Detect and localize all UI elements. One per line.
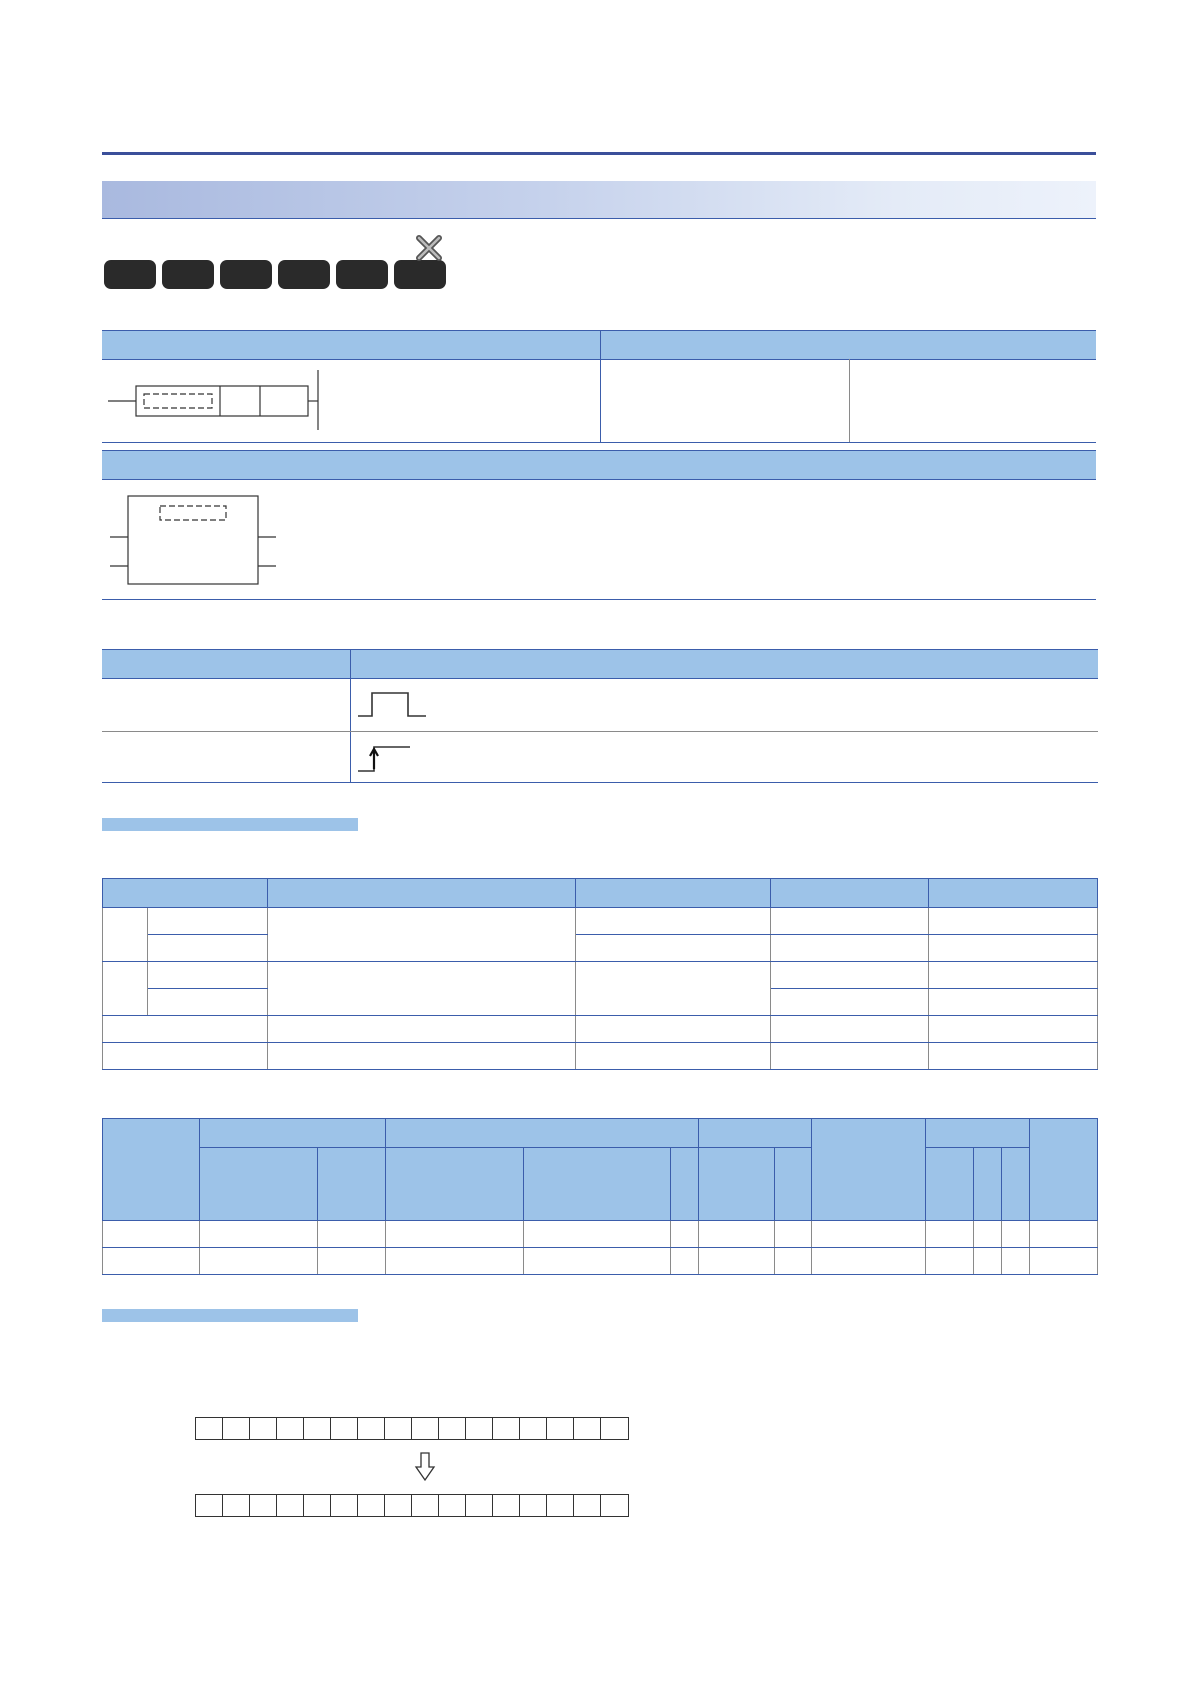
table-cell [524, 1248, 670, 1275]
instruction-title-band [102, 181, 1096, 219]
header-cell [698, 1148, 774, 1221]
bit-cell [196, 1495, 223, 1516]
table-cell [774, 1248, 811, 1275]
arrow-down-icon [414, 1452, 436, 1482]
table-cell [103, 1248, 200, 1275]
bit-cell [412, 1418, 439, 1439]
ladder-st-header [102, 330, 1096, 360]
row-divider [102, 599, 1096, 600]
table-cell [267, 962, 575, 1016]
bit-cell [304, 1495, 331, 1516]
column-divider [849, 359, 850, 442]
header-cell [318, 1148, 386, 1221]
bit-cell [493, 1418, 520, 1439]
table-cell [575, 935, 771, 962]
bit-cell [601, 1495, 628, 1516]
bit-cell [493, 1495, 520, 1516]
header-cell [698, 1119, 811, 1148]
header-cell [103, 879, 268, 908]
bit-cell [385, 1495, 412, 1516]
table-cell [147, 962, 267, 989]
table-cell [929, 935, 1098, 962]
cpu-badge [336, 260, 388, 289]
table-cell [771, 908, 929, 935]
table-cell [929, 1016, 1098, 1043]
header-cell [811, 1119, 925, 1221]
source-bit-register [195, 1417, 629, 1440]
bit-cell [547, 1495, 574, 1516]
bit-cell [250, 1418, 277, 1439]
fbd-block-diagram [108, 492, 280, 586]
bit-cell [520, 1418, 547, 1439]
header-cell [771, 879, 929, 908]
header-cell [386, 1119, 698, 1148]
table-cell [1001, 1221, 1029, 1248]
column-divider [600, 330, 601, 442]
table-cell [698, 1248, 774, 1275]
bit-cell [520, 1495, 547, 1516]
header-cell [774, 1148, 811, 1221]
header-cell [386, 1148, 524, 1221]
bit-cell [412, 1495, 439, 1516]
bit-cell [223, 1418, 250, 1439]
table-cell [1029, 1248, 1097, 1275]
table-cell [267, 1016, 575, 1043]
header-cell [670, 1148, 698, 1221]
table-cell [1001, 1248, 1029, 1275]
table-cell [925, 1221, 973, 1248]
table-cell [575, 1016, 771, 1043]
header-cell [200, 1148, 318, 1221]
table-cell [771, 989, 929, 1016]
table-cell [929, 962, 1098, 989]
table-cell [670, 1221, 698, 1248]
table-cell [200, 1221, 318, 1248]
bit-cell [223, 1495, 250, 1516]
cpu-badge [278, 260, 330, 289]
bit-cell [547, 1418, 574, 1439]
table-cell [200, 1248, 318, 1275]
header-cell [575, 879, 771, 908]
section-subheading-bar [102, 818, 358, 831]
cpu-badge [394, 260, 446, 289]
table-cell [318, 1248, 386, 1275]
bit-cell [196, 1418, 223, 1439]
header-cell [925, 1148, 973, 1221]
table-cell [147, 989, 267, 1016]
header-cell [200, 1119, 386, 1148]
table-cell [103, 908, 148, 962]
bit-cell [574, 1418, 601, 1439]
bit-cell [385, 1418, 412, 1439]
cpu-badge-row [104, 260, 446, 289]
ladder-diagram [108, 368, 328, 432]
table-cell [771, 935, 929, 962]
table-cell [929, 908, 1098, 935]
bit-cell [277, 1495, 304, 1516]
table-cell [147, 935, 267, 962]
table-cell [973, 1221, 1001, 1248]
bit-cell [466, 1495, 493, 1516]
header-cell [103, 1119, 200, 1221]
header-cell [1001, 1148, 1029, 1221]
table-cell [670, 1248, 698, 1275]
table-cell [771, 1043, 929, 1070]
bit-cell [304, 1418, 331, 1439]
bit-cell [331, 1495, 358, 1516]
page-top-rule [102, 152, 1096, 155]
cpu-badge [162, 260, 214, 289]
rising-edge-waveform-icon [356, 743, 412, 773]
table-cell [386, 1248, 524, 1275]
on-execution-waveform-icon [356, 690, 428, 718]
table-cell [267, 1043, 575, 1070]
bit-cell [466, 1418, 493, 1439]
row-divider [102, 782, 1098, 783]
header-cell [925, 1119, 1029, 1148]
table-cell [973, 1248, 1001, 1275]
table-cell [103, 1221, 200, 1248]
table-cell [925, 1248, 973, 1275]
table-cell [267, 908, 575, 962]
table-cell [103, 1016, 268, 1043]
table-cell [575, 1043, 771, 1070]
table-cell [103, 1043, 268, 1070]
bit-cell [574, 1495, 601, 1516]
header-cell [973, 1148, 1001, 1221]
table-cell [811, 1221, 925, 1248]
cpu-badge [220, 260, 272, 289]
table-cell [575, 908, 771, 935]
bit-cell [331, 1418, 358, 1439]
setting-data-table [102, 878, 1098, 1070]
cpu-badge [104, 260, 156, 289]
header-cell [1029, 1119, 1097, 1221]
applicable-devices-table [102, 1118, 1098, 1275]
table-cell [1029, 1221, 1097, 1248]
table-cell [147, 908, 267, 935]
column-divider [350, 649, 351, 783]
table-cell [103, 962, 148, 1016]
execution-condition-header [102, 649, 1098, 679]
bit-cell [358, 1418, 385, 1439]
header-cell [929, 879, 1098, 908]
row-divider [102, 731, 1098, 732]
destination-bit-register [195, 1494, 629, 1517]
table-cell [771, 962, 929, 989]
bit-cell [250, 1495, 277, 1516]
bit-cell [439, 1495, 466, 1516]
section-subheading-bar [102, 1309, 358, 1322]
bit-cell [277, 1418, 304, 1439]
table-cell [774, 1221, 811, 1248]
table-cell [811, 1248, 925, 1275]
bit-cell [439, 1418, 466, 1439]
table-cell [575, 962, 771, 1016]
table-cell [318, 1221, 386, 1248]
row-divider [102, 442, 1096, 443]
header-cell [524, 1148, 670, 1221]
table-cell [929, 989, 1098, 1016]
table-cell [929, 1043, 1098, 1070]
fbd-header [102, 450, 1096, 480]
table-cell [771, 1016, 929, 1043]
cross-icon [414, 233, 444, 263]
table-cell [698, 1221, 774, 1248]
table-cell [386, 1221, 524, 1248]
bit-cell [601, 1418, 628, 1439]
header-cell [267, 879, 575, 908]
bit-cell [358, 1495, 385, 1516]
table-cell [524, 1221, 670, 1248]
